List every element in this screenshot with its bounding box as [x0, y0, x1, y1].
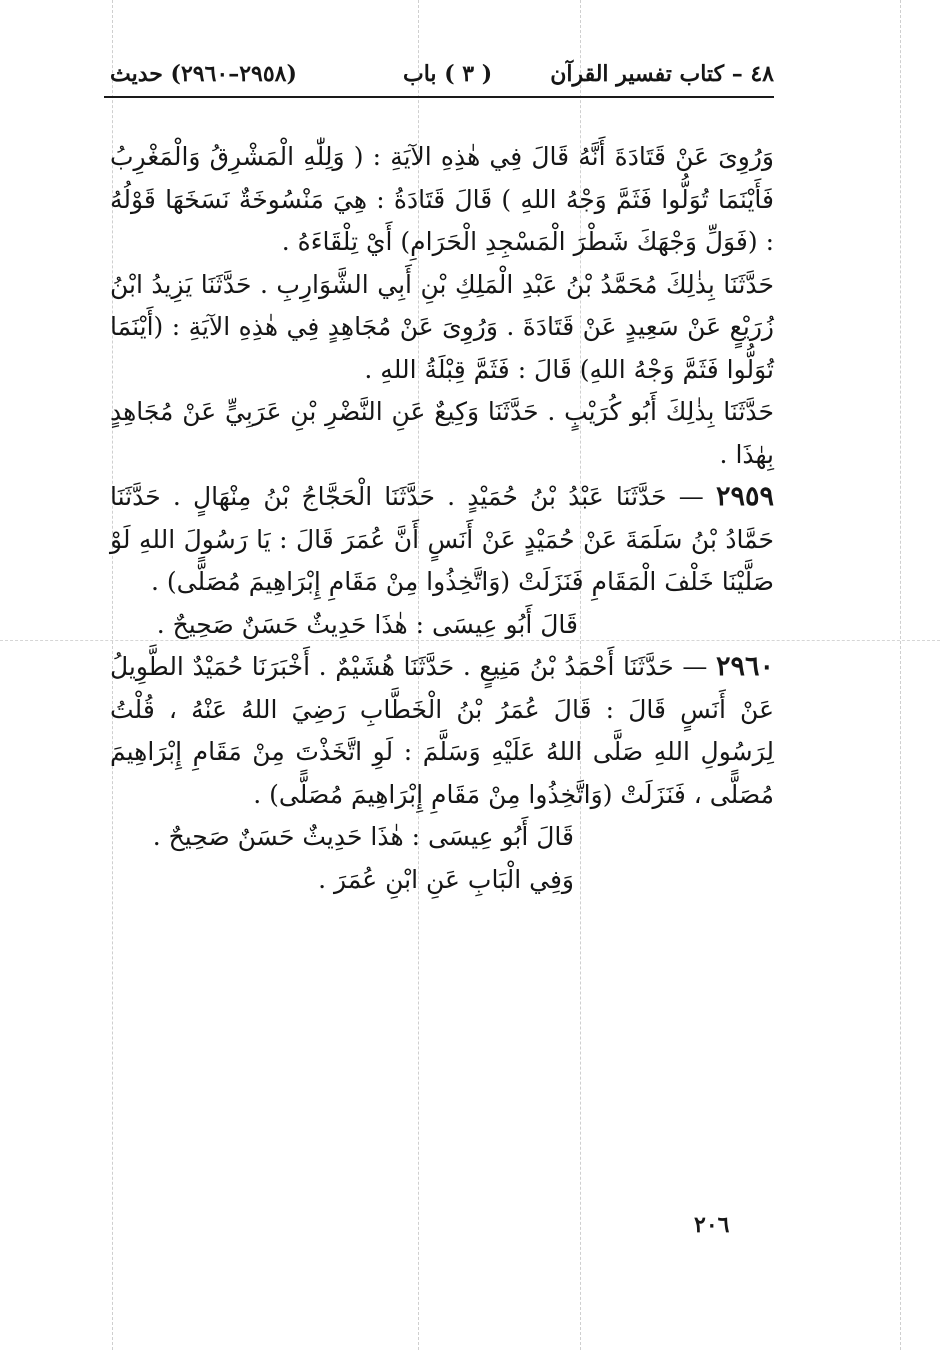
page-body — [110, 136, 774, 901]
paragraph-isnad-1: حَدَّثَنَا بِذٰلِكَ مُحَمَّدُ بْنُ عَبْدِ الْمَلِكِ بْنِ أَبِي الشَّوَارِبِ . حَدَّثَنَا يَزِيدُ ابْنُ زُرَيْعٍ عَنْ سَعِيدٍ عَنْ قَتَادَةَ . وَرُوِىَ عَنْ مُجَاهِدٍ فِي هٰذِهِ الآيَةِ : (أَيْنَمَا تُوَلُّوا فَثَمَّ وَجْهُ اللهِ) قَالَ : فَثَمَّ قِبْلَةُ اللهِ . — [110, 269, 774, 384]
hadith-comment: قَالَ أَبُو عِيسَى : هٰذَا حَدِيثٌ حَسَنٌ صَحِيحٌ . — [156, 609, 578, 639]
page-number: ٢٠٦ — [694, 1212, 730, 1238]
running-header — [110, 52, 774, 96]
hadith-number: ٢٩٥٩ — [715, 481, 774, 512]
book-title: ٤٨ – كتاب تفسير القرآن — [550, 61, 774, 87]
book-page — [110, 52, 774, 901]
paragraph-isnad-2: حَدَّثَنَا بِذٰلِكَ أَبُو كُرَيْبٍ . حَدَّثَنَا وَكِيعٌ عَنِ النَّضْرِ بْنِ عَرَبِيٍّ عَنْ مُجَاهِدٍ بِهٰذَا . — [110, 397, 774, 469]
chapter-note: وَفِي الْبَابِ عَنِ ابْنِ عُمَرَ . — [318, 864, 574, 894]
hadith-number: ٢٩٦٠ — [715, 651, 774, 682]
hadith-text: — حَدَّثَنَا أَحْمَدُ بْنُ مَنِيعٍ . حَدَّثَنَا هُشَيْمٌ . أَخْبَرَنَا حُمَيْدٌ الطَّوِيلُ عَنْ أَنَسٍ قَالَ : قَالَ عُمَرُ بْنُ الْخَطَّابِ رَضِيَ اللهُ عَنْهُ ، قُلْتُ لِرَسُولِ اللهِ صَلَّى اللهُ عَلَيْهِ وَسَلَّمَ : لَوِ اتَّخَذْتَ مِنْ مَقَامِ إِبْرَاهِيمَ مُصَلًّى ، فَنَزَلَتْ (وَاتَّخِذُوا مِنْ مَقَامِ إِبْرَاهِيمَ مُصَلًّى) . — [110, 652, 774, 809]
scan-guide-line — [900, 0, 901, 1350]
header-rule — [104, 96, 774, 98]
chapter-label: ( ٣ ) باب — [403, 61, 493, 87]
hadith-2959 — [110, 476, 774, 604]
hadith-text: — حَدَّثَنَا عَبْدُ بْنُ حُمَيْدٍ . حَدَّثَنَا الْحَجَّاجُ بْنُ مِنْهَالٍ . حَدَّثَنَا حَمَّادُ بْنُ سَلَمَةَ عَنْ حُمَيْدٍ عَنْ أَنَسٍ أَنَّ عُمَرَ قَالَ : يَا رَسُولَ اللهِ لَوْ صَلَّيْنَا خَلْفَ الْمَقَامِ فَنَزَلَتْ (وَاتَّخِذُوا مِنْ مَقَامِ إِبْرَاهِيمَ مُصَلًّى) . — [110, 482, 774, 596]
hadith-comment: قَالَ أَبُو عِيسَى : هٰذَا حَدِيثٌ حَسَنٌ صَحِيحٌ . — [152, 822, 574, 851]
hadith-2960 — [110, 646, 774, 816]
hadith-range: (٢٩٥٨–٢٩٦٠) حديث — [110, 61, 297, 87]
paragraph-qatada: وَرُوِىَ عَنْ قَتَادَةَ أَنَّهُ قَالَ فِي هٰذِهِ الآيَةِ : ( وَلِلّٰهِ الْمَشْرِقُ وَالْمَغْرِبُ فَأَيْنَمَا تُوَلُّوا فَثَمَّ وَجْهُ اللهِ ) قَالَ قَتَادَةُ : هِيَ مَنْسُوخَةٌ نَسَخَهَا قَوْلُهُ : (فَوَلِّ وَجْهَكَ شَطْرَ الْمَسْجِدِ الْحَرَامِ) أَيْ تِلْقَاءَهُ . — [110, 142, 774, 256]
